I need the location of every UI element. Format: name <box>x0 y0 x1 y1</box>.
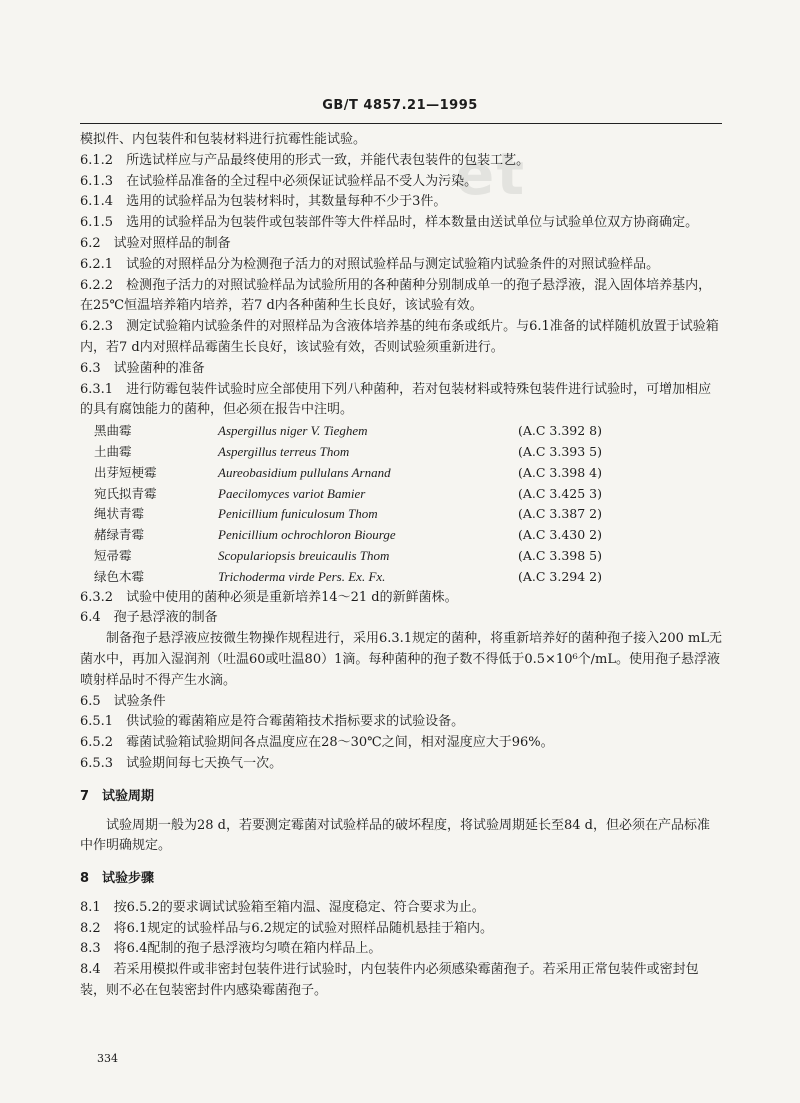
section-6-paragraph: 6.5.2 霉菌试验箱试验期间各点温度应在28～30℃之间，相对湿度应大于96%。 <box>80 735 554 751</box>
fungi-row <box>94 546 722 567</box>
fungi-row <box>94 463 722 484</box>
fungus-chinese-name: 出芽短梗霉 <box>94 464 157 480</box>
spacer <box>80 857 722 869</box>
section-8-3: 8.3 将6.4配制的孢子悬浮液均匀喷在箱内样品上。 <box>80 941 382 957</box>
page-number: 334 <box>97 1052 118 1065</box>
fungi-row <box>94 421 722 442</box>
fungus-chinese-name: 绿色木霉 <box>94 568 145 584</box>
fungus-strain-code: (A.C 3.398 4) <box>518 464 603 480</box>
fungus-chinese-name: 黑曲霉 <box>94 423 132 439</box>
fungus-chinese-name: 短帚霉 <box>94 547 132 563</box>
section-6-paragraph: 6.2.2 检测孢子活力的对照试验样品为试验所用的各种菌种分别制成单一的孢子悬浮液，混入固体培养基内，在25℃恒温培养箱内培养，若7 d内各种菌种生长良好，该试验有效。 <box>80 277 712 314</box>
fungi-row <box>94 442 722 463</box>
section-6-1-to-6-3-1 <box>80 130 722 421</box>
fungus-strain-code: (A.C 3.294 2) <box>518 568 603 584</box>
section-6-paragraph: 6.1.3 在试验样品准备的全过程中必须保证试验样品不受人为污染。 <box>80 173 478 189</box>
section-6-paragraph: 模拟件、内包装件和包装材料进行抗霉性能试验。 <box>80 132 367 147</box>
fungus-chinese-name: 绳状青霉 <box>94 506 145 522</box>
fungi-row <box>94 484 722 505</box>
section-6-paragraph: 6.1.5 选用的试验样品为包装件或包装部件等大件样品时，样本数量由送试单位与试验单位双方协商确定。 <box>80 215 699 231</box>
section-6-paragraph: 6.2.1 试验的对照样品分为检测孢子活力的对照试验样品与测定试验箱内试验条件的对照试验样品。 <box>80 256 660 272</box>
section-6-paragraph: 6.1.2 所选试样应与产品最终使用的形式一致，并能代表包装件的包装工艺。 <box>80 152 530 168</box>
fungi-row <box>94 567 722 588</box>
section-6-paragraph: 6.5 试验条件 <box>80 693 166 709</box>
spacer <box>80 808 722 816</box>
fungus-latin-name: Aspergillus terreus Thom <box>218 443 350 459</box>
fungi-list <box>94 421 722 587</box>
section-6-paragraph: 6.4 孢子悬浮液的制备 <box>80 610 218 626</box>
section-6-paragraph: 制备孢子悬浮液应按微生物操作规程进行，采用6.3.1规定的菌种，将重新培养好的菌种孢子接入200 mL无菌水中，再加入湿润剂（吐温60或吐温80）1滴。每种菌种的孢子数不得低于0.5×10⁶个/mL。使用孢子悬浮液喷射样品时不得产生水滴。 <box>80 631 722 688</box>
fungus-latin-name: Aureobasidium pullulans Arnand <box>218 464 391 480</box>
watermark: et <box>455 140 527 208</box>
standard-number-header: GB/T 4857.21—1995 <box>322 98 478 113</box>
section-7-body: 试验周期一般为28 d，若要测定霉菌对试验样品的破坏程度，将试验周期延长至84 d，但必须在产品标准中作明确规定。 <box>80 817 710 854</box>
fungus-latin-name: Penicillium funiculosum Thom <box>218 506 378 522</box>
section-6-paragraph: 6.3 试验菌种的准备 <box>80 360 205 376</box>
section-6-paragraph: 6.2.3 测定试验箱内试验条件的对照样品为含液体培养基的纯布条或纸片。与6.1准备的试样随机放置于试验箱内，若7 d内对照样品霉菌生长良好，该试验有效，否则试验须重新进行。 <box>80 319 719 355</box>
fungus-latin-name: Aspergillus niger V. Tieghem <box>218 423 368 439</box>
fungus-latin-name: Scopulariopsis breuicaulis Thom <box>218 547 390 563</box>
spacer <box>80 890 722 898</box>
fungus-strain-code: (A.C 3.398 5) <box>518 547 603 563</box>
section-6-paragraph: 6.3.1 进行防霉包装件试验时应全部使用下列八种菌种，若对包装材料或特殊包装件进行试验时，可增加相应的具有腐蚀能力的菌种，但必须在报告中注明。 <box>80 381 712 418</box>
fungus-chinese-name: 宛氏拟青霉 <box>94 485 157 501</box>
fungi-row <box>94 525 722 546</box>
fungi-row <box>94 504 722 525</box>
document-body <box>80 130 722 1002</box>
section-6-paragraph: 6.3.2 试验中使用的菌种必须是重新培养14～21 d的新鲜菌株。 <box>80 589 458 605</box>
fungus-strain-code: (A.C 3.392 8) <box>518 423 603 439</box>
section-7-title: 7 试验周期 <box>80 788 155 804</box>
section-6-3-2-to-6-5-3 <box>80 588 722 775</box>
section-6-paragraph: 6.5.3 试验期间每七天换气一次。 <box>80 755 283 771</box>
section-8-title: 8 试验步骤 <box>80 871 155 887</box>
fungus-strain-code: (A.C 3.387 2) <box>518 506 603 522</box>
section-8-2: 8.2 将6.1规定的试验样品与6.2规定的试验对照样品随机悬挂于箱内。 <box>80 920 494 936</box>
section-6-paragraph: 6.2 试验对照样品的制备 <box>80 235 231 251</box>
fungus-chinese-name: 土曲霉 <box>94 443 132 459</box>
spacer <box>80 775 722 787</box>
header-rule <box>80 123 722 124</box>
fungus-strain-code: (A.C 3.425 3) <box>518 485 603 501</box>
fungus-latin-name: Trichoderma virde Pers. Ex. Fx. <box>218 568 386 584</box>
section-8-4: 8.4 若采用模拟件或非密封包装件进行试验时，内包装件内必须感染霉菌孢子。若采用正常包装件或密封包装，则不必在包装密封件内感染霉菌孢子。 <box>80 962 699 999</box>
fungus-latin-name: Paecilomyces variot Bamier <box>218 485 366 501</box>
section-6-paragraph: 6.1.4 选用的试验样品为包装材料时，其数量每种不少于3件。 <box>80 194 447 210</box>
fungus-strain-code: (A.C 3.393 5) <box>518 443 603 459</box>
section-6-paragraph: 6.5.1 供试验的霉菌箱应是符合霉菌箱技术指标要求的试验设备。 <box>80 714 465 730</box>
fungus-strain-code: (A.C 3.430 2) <box>518 527 603 543</box>
fungus-chinese-name: 赭绿青霉 <box>94 527 145 543</box>
fungus-latin-name: Penicillium ochrochloron Biourge <box>218 527 396 543</box>
section-8-1: 8.1 按6.5.2的要求调试试验箱至箱内温、湿度稳定、符合要求为止。 <box>80 899 485 915</box>
